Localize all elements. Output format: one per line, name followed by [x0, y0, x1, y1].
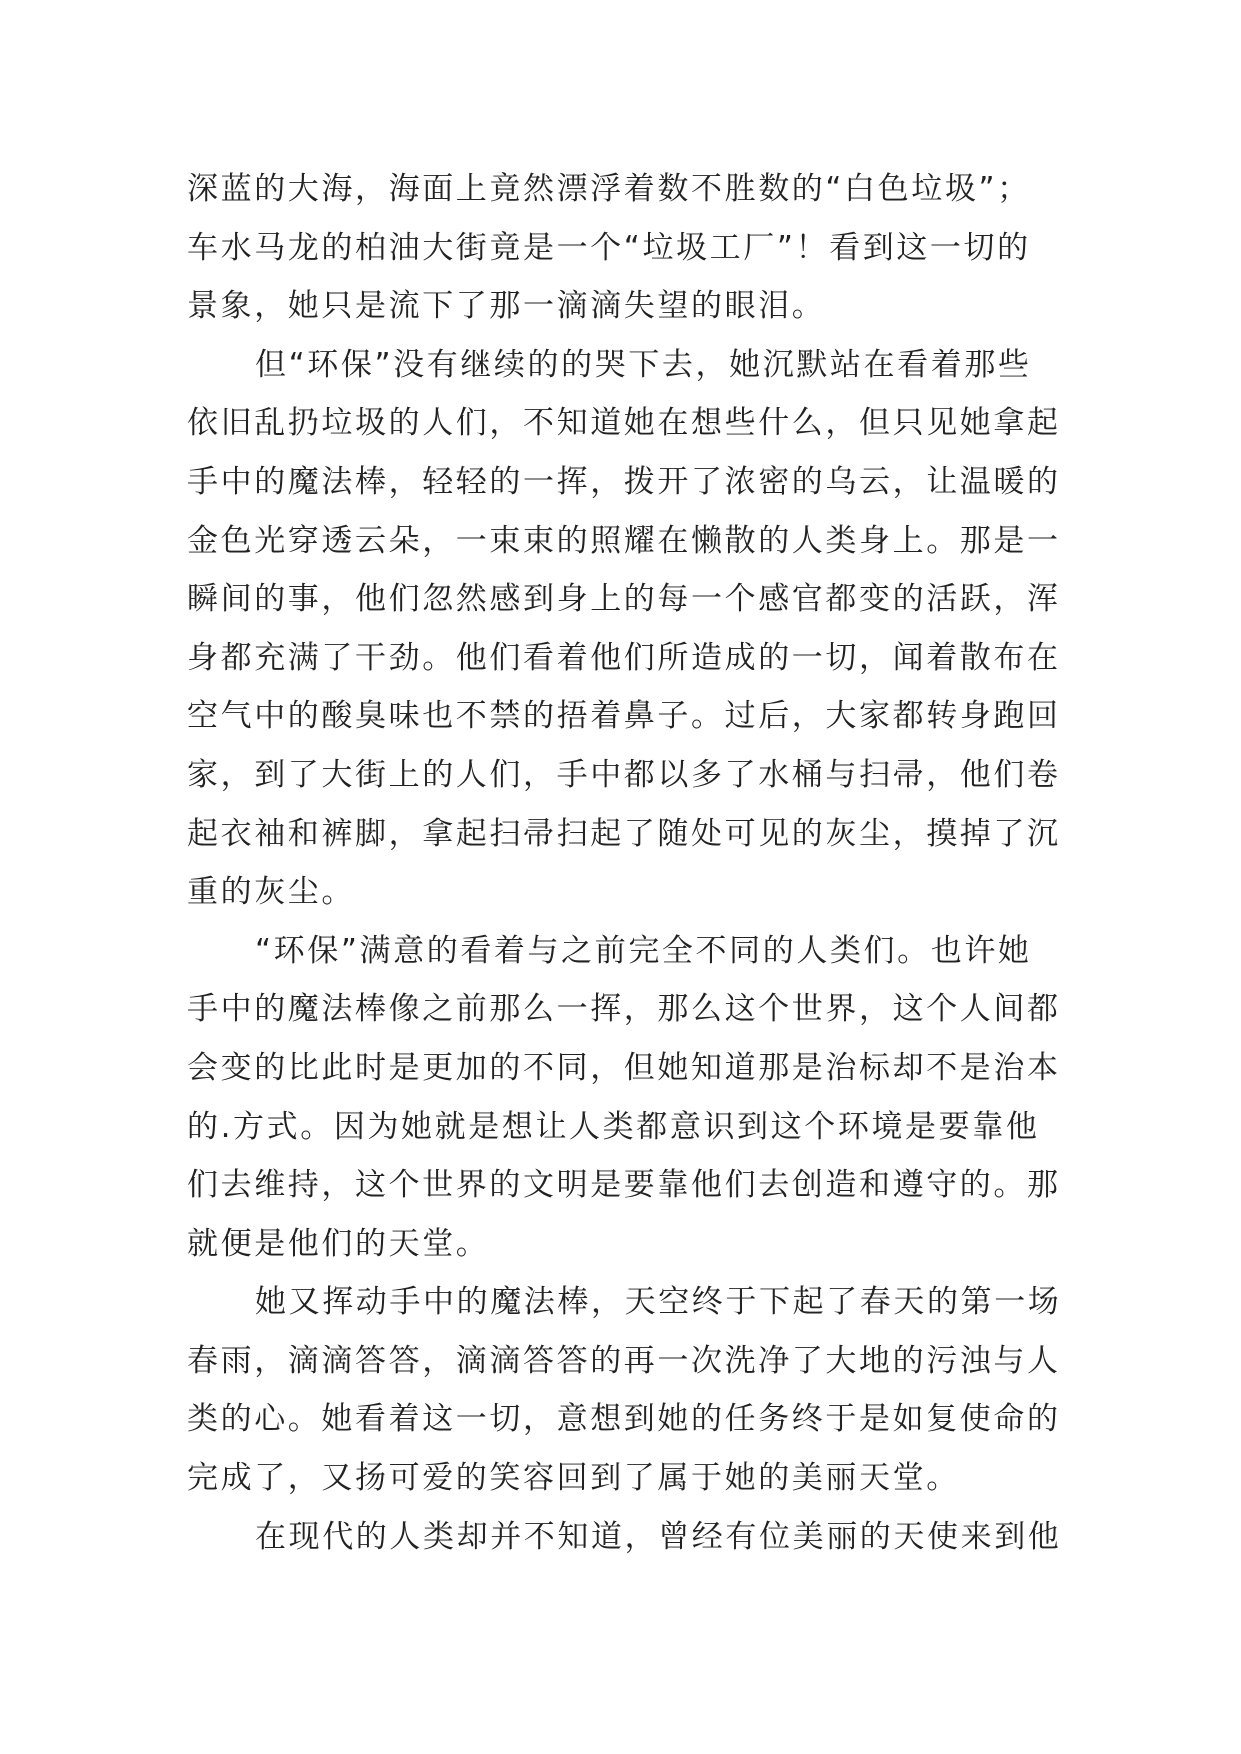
text-line: 深蓝的大海，海面上竟然漂浮着数不胜数的“白色垃圾”； [187, 171, 1031, 207]
text-line: 景象，她只是流下了那一滴滴失望的眼泪。 [187, 288, 826, 325]
text-line: 的.方式。因为她就是想让人类都意识到这个环境是要靠他 [187, 1108, 1040, 1145]
text-line: 就便是他们的天堂。 [187, 1225, 490, 1262]
text-line: 瞬间的事，他们忽然感到身上的每一个感官都变的活跃，浑 [187, 581, 1061, 618]
body-text [187, 160, 1062, 1566]
text-line: 家，到了大街上的人们，手中都以多了水桶与扫帚，他们卷 [187, 756, 1061, 793]
text-line: 完成了，又扬可爱的笑容回到了属于她的美丽天堂。 [187, 1460, 960, 1497]
text-line: 身都充满了干劲。他们看着他们所造成的一切，闻着散布在 [187, 639, 1061, 676]
text-line: 起衣袖和裤脚，拿起扫帚扫起了随处可见的灰尘，摸掉了沉 [187, 815, 1061, 852]
paragraph-start-line: 她又挥动手中的魔法棒，天空终于下起了春天的第一场 [255, 1284, 1062, 1321]
text-line: 手中的魔法棒像之前那么一挥，那么这个世界，这个人间都 [187, 991, 1061, 1028]
text-line: 手中的魔法棒，轻轻的一挥，拨开了浓密的乌云，让温暖的 [187, 463, 1061, 500]
text-line: 车水马龙的柏油大街竟是一个“垃圾工厂”！看到这一切的 [187, 229, 1031, 266]
paragraph-start-line: 在现代的人类却并不知道，曾经有位美丽的天使来到他 [255, 1518, 1062, 1555]
text-line: 们去维持，这个世界的文明是要靠他们去创造和遵守的。那 [187, 1167, 1061, 1204]
text-line: 春雨，滴滴答答，滴滴答答的再一次洗净了大地的污浊与人 [187, 1342, 1061, 1379]
text-line: 重的灰尘。 [187, 874, 355, 911]
text-line: 类的心。她看着这一切，意想到她的任务终于是如复使命的 [187, 1401, 1061, 1438]
paragraph-start-line: “环保”满意的看着与之前完全不同的人类们。也许她 [255, 932, 1032, 969]
text-line: 空气中的酸臭味也不禁的捂着鼻子。过后，大家都转身跑回 [187, 698, 1061, 735]
paragraph-start-line: 但“环保”没有继续的的哭下去，她沉默站在看着那些 [255, 346, 1032, 383]
text-line: 会变的比此时是更加的不同，但她知道那是治标却不是治本 [187, 1049, 1061, 1086]
text-line: 依旧乱扔垃圾的人们，不知道她在想些什么，但只见她拿起 [187, 405, 1061, 442]
text-line: 金色光穿透云朵，一束束的照耀在懒散的人类身上。那是一 [187, 522, 1061, 559]
